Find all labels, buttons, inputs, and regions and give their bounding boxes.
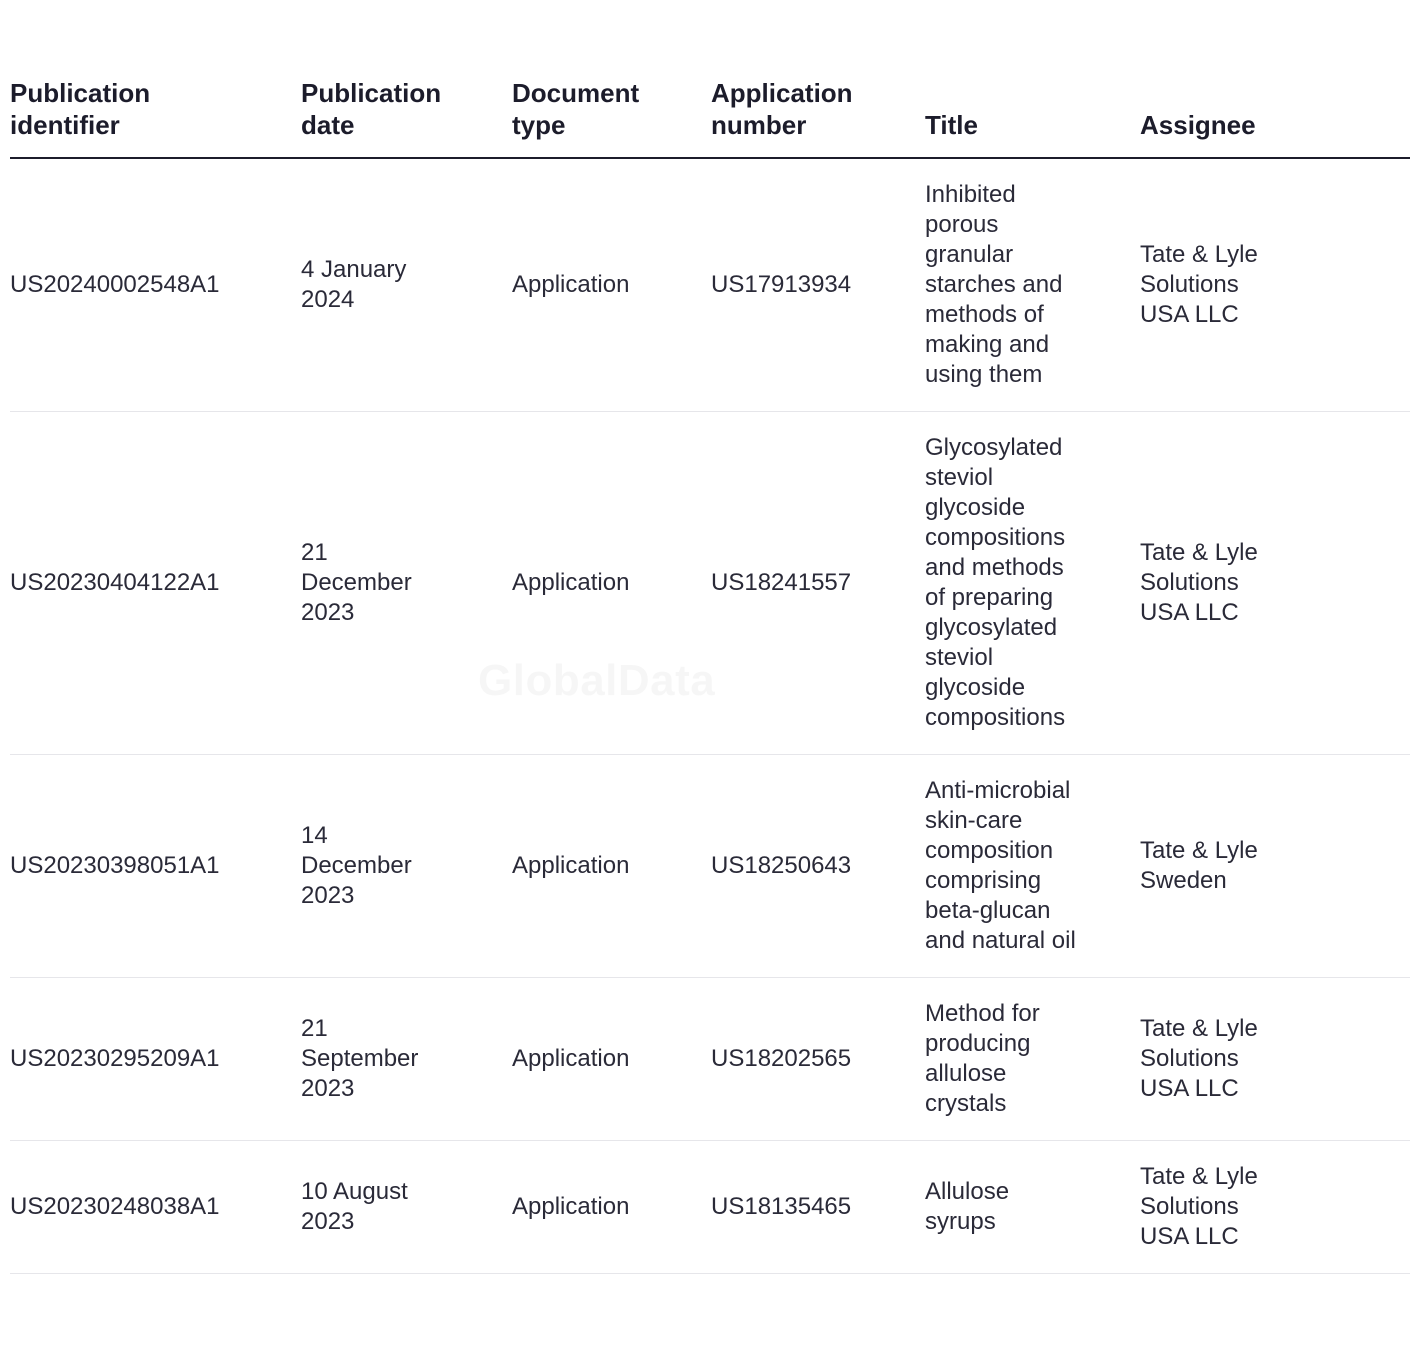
table-header [10, 63, 1410, 158]
cell-publication-identifier: US20230398051A1 [10, 755, 301, 978]
cell-publication-identifier: US20230248038A1 [10, 1141, 301, 1274]
header-title: Title [925, 63, 1140, 158]
cell-assignee: Tate & Lyle Solutions USA LLC [1140, 158, 1410, 412]
header-document-type: Document type [512, 63, 711, 158]
table-row [10, 412, 1410, 755]
cell-assignee: Tate & Lyle Solutions USA LLC [1140, 978, 1410, 1141]
cell-assignee: Tate & Lyle Sweden [1140, 755, 1410, 978]
header-row [10, 63, 1410, 158]
cell-document-type: Application [512, 1141, 711, 1274]
table-body [10, 158, 1410, 1274]
cell-publication-identifier: US20230404122A1 [10, 412, 301, 755]
cell-title: Glycosylated steviol glycoside compositions and methods of preparing glycosylated steviol glycoside compositions [925, 412, 1140, 755]
header-publication-identifier: Publication identifier [10, 63, 301, 158]
cell-document-type: Application [512, 412, 711, 755]
cell-application-number: US18250643 [711, 755, 925, 978]
table-row [10, 978, 1410, 1141]
cell-document-type: Application [512, 158, 711, 412]
table-row [10, 158, 1410, 412]
cell-publication-date: 10 August 2023 [301, 1141, 512, 1274]
table-row [10, 755, 1410, 978]
cell-publication-identifier: US20230295209A1 [10, 978, 301, 1141]
cell-title: Method for producing allulose crystals [925, 978, 1140, 1141]
patents-table [10, 63, 1410, 1274]
cell-title: Allulose syrups [925, 1141, 1140, 1274]
cell-title: Anti-microbial skin-care composition comprising beta-glucan and natural oil [925, 755, 1140, 978]
cell-application-number: US17913934 [711, 158, 925, 412]
header-assignee: Assignee [1140, 63, 1410, 158]
cell-publication-date: 21 September 2023 [301, 978, 512, 1141]
cell-publication-identifier: US20240002548A1 [10, 158, 301, 412]
table-row [10, 1141, 1410, 1274]
cell-publication-date: 14 December 2023 [301, 755, 512, 978]
cell-assignee: Tate & Lyle Solutions USA LLC [1140, 412, 1410, 755]
cell-assignee: Tate & Lyle Solutions USA LLC [1140, 1141, 1410, 1274]
header-application-number: Application number [711, 63, 925, 158]
cell-publication-date: 21 December 2023 [301, 412, 512, 755]
cell-application-number: US18202565 [711, 978, 925, 1141]
header-publication-date: Publication date [301, 63, 512, 158]
cell-title: Inhibited porous granular starches and methods of making and using them [925, 158, 1140, 412]
table-viewport[interactable] [10, 0, 1258, 1370]
cell-application-number: US18241557 [711, 412, 925, 755]
cell-document-type: Application [512, 755, 711, 978]
cell-publication-date: 4 January 2024 [301, 158, 512, 412]
cell-application-number: US18135465 [711, 1141, 925, 1274]
cell-document-type: Application [512, 978, 711, 1141]
